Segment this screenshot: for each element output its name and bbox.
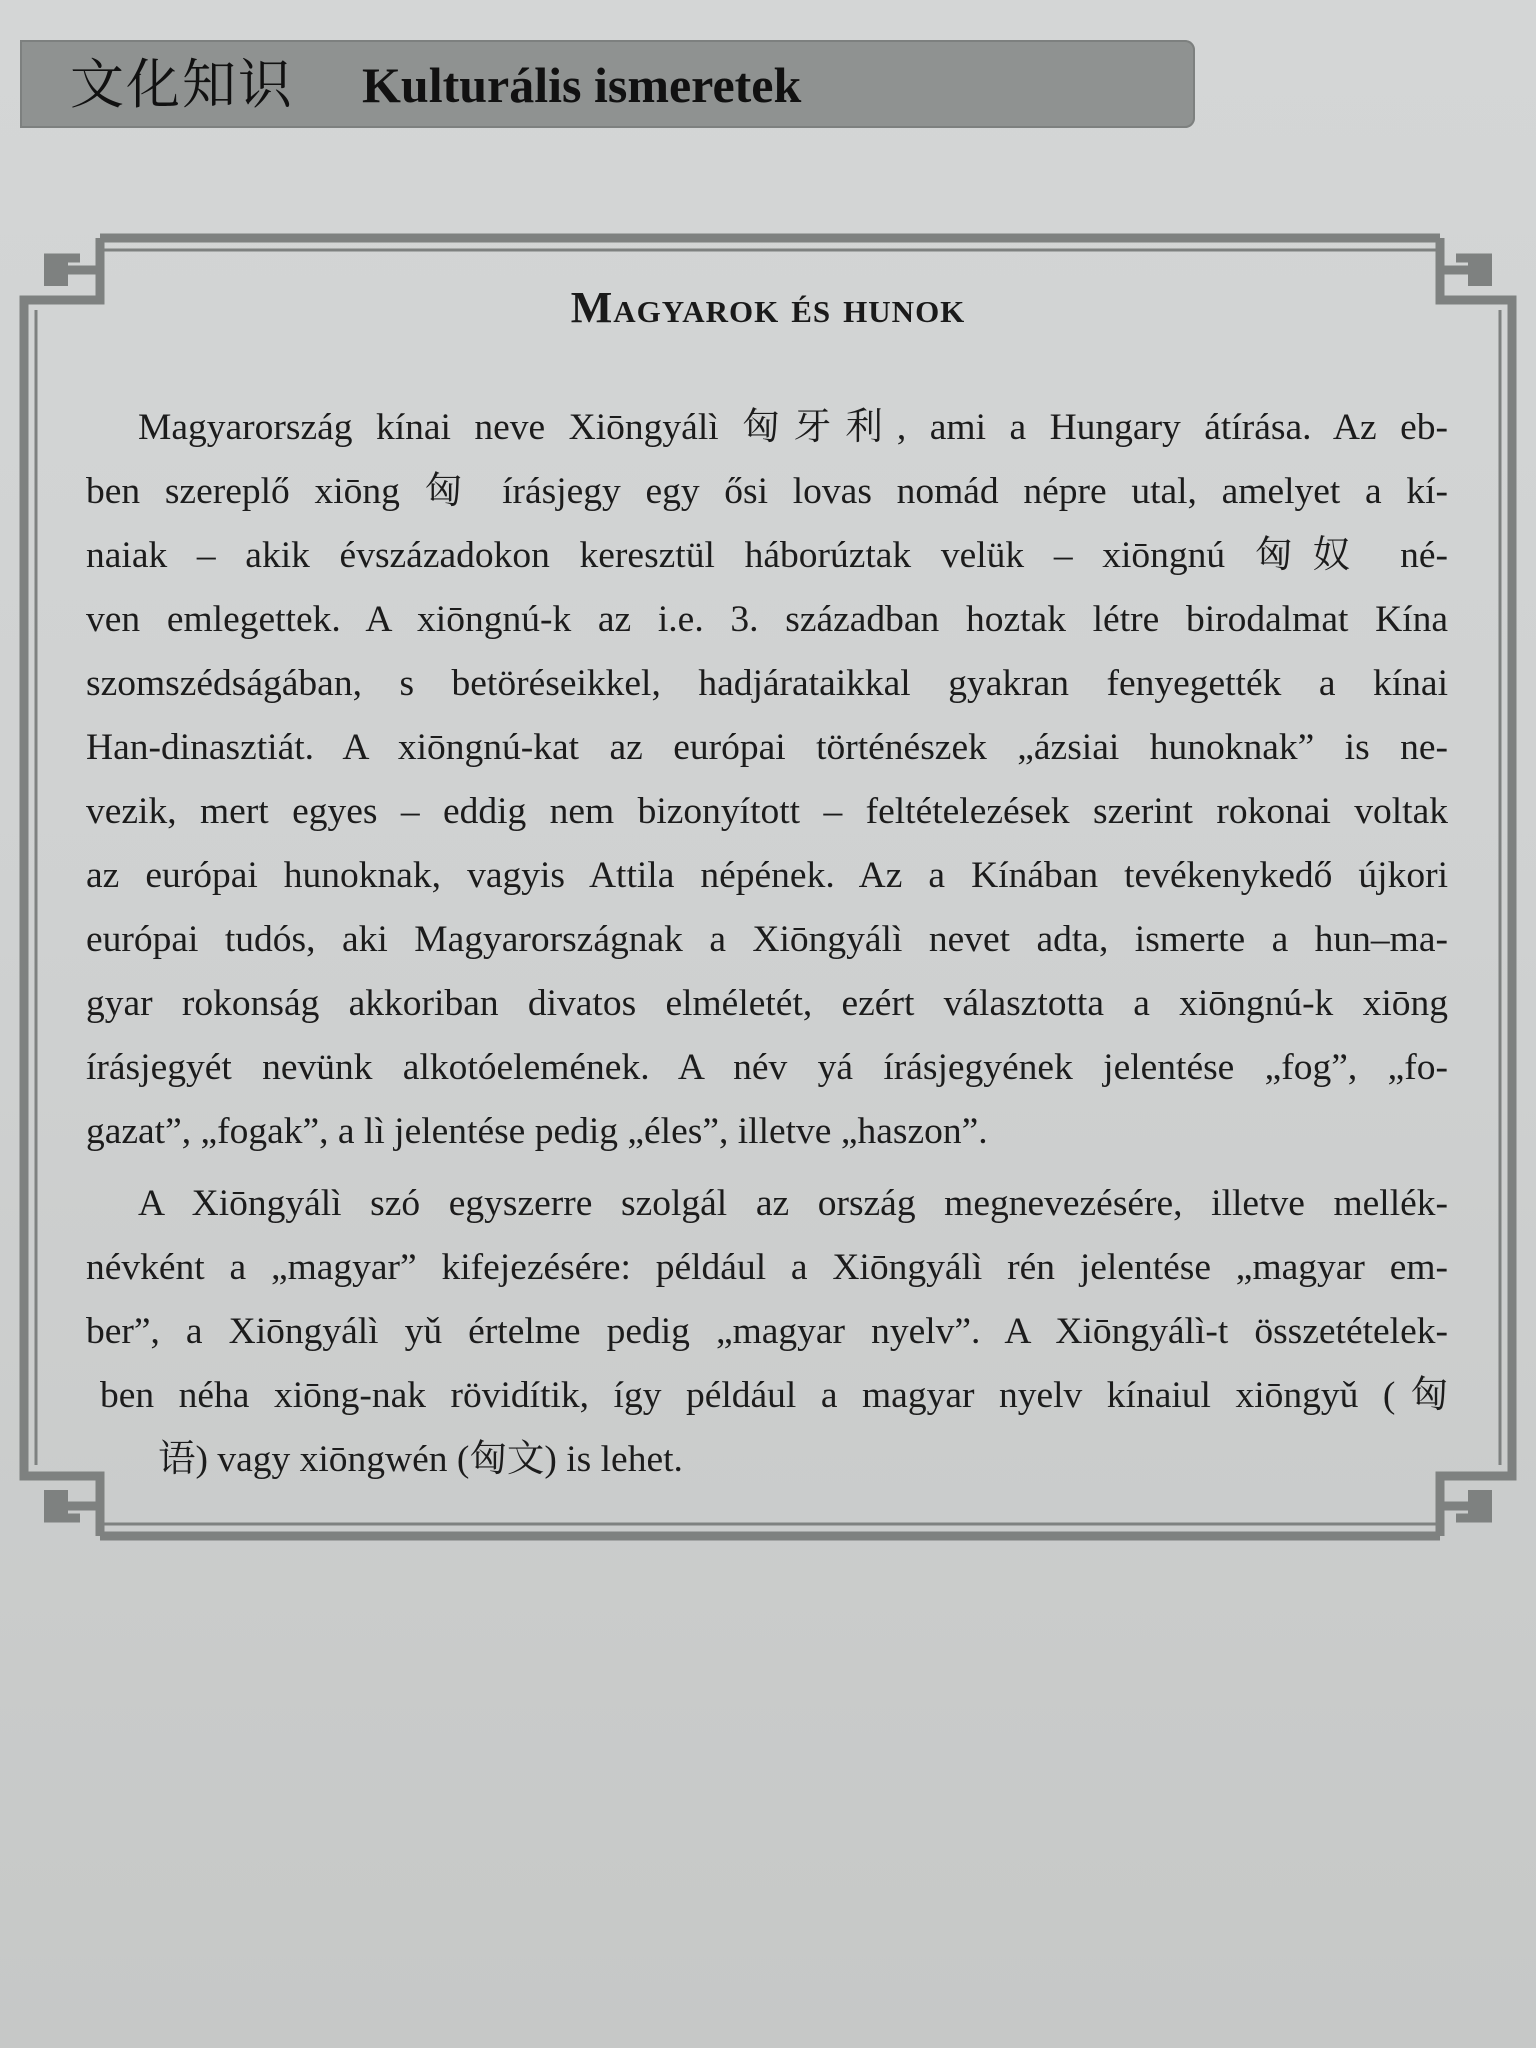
text-line: ber”, a Xiōngyálì yǔ értelme pedig „magyar nyelv”. A Xiōngyálì-t összetételek- (86, 1311, 1448, 1352)
section-header-hungarian: Kulturális ismeretek (362, 57, 802, 113)
text-line: az európai hunoknak, vagyis Attila népének. Az a Kínában tevékenykedő újkori (86, 855, 1448, 896)
text-line: névként a „magyar” kifejezésére: például a Xiōngyálì rén jelentése „magyar em- (86, 1247, 1448, 1288)
text-line: szomszédságában, s betöréseikkel, hadjárataikkal gyakran fenyegették a kínai (86, 663, 1448, 704)
text-line: ven emlegettek. A xiōngnú-k az i.e. 3. században hoztak létre birodalmat Kína (86, 599, 1448, 640)
text-line: Magyarország kínai neve Xiōngyálì 匈牙利, ami a Hungary átírása. Az eb- (138, 407, 1448, 448)
paragraph-1 (86, 396, 1448, 1164)
section-header-chinese: 文化知识 (70, 53, 294, 116)
text-line: ben néha xiōng-nak rövidítik, így például a magyar nyelv kínaiul xiōngyǔ (匈 (100, 1375, 1448, 1416)
text-line: Han-dinasztiát. A xiōngnú-kat az európai történészek „ázsiai hunoknak” is ne- (86, 727, 1448, 768)
text-line: ben szereplő xiōng 匈 írásjegy egy ősi lovas nomád népre utal, amelyet a kí- (86, 471, 1448, 512)
text-line: A Xiōngyálì szó egyszerre szolgál az ország megnevezésére, illetve mellék- (138, 1183, 1448, 1224)
text-line: gazat”, „fogak”, a lì jelentése pedig „éles”, illetve „haszon”. (86, 1111, 988, 1152)
text-line: 语) vagy xiōngwén (匈文) is lehet. (158, 1439, 683, 1480)
text-line: európai tudós, aki Magyarországnak a Xiōngyálì nevet adta, ismerte a hun–ma- (86, 919, 1448, 960)
paragraph-2 (86, 1172, 1448, 1492)
text-line: vezik, mert egyes – eddig nem bizonyított – feltételezések szerint rokonai voltak (86, 791, 1448, 832)
text-line: gyar rokonság akkoriban divatos elméletét, ezért választotta a xiōngnú-k xiōng (86, 983, 1448, 1024)
text-line: írásjegyét nevünk alkotóelemének. A név yá írásjegyének jelentése „fog”, „fo- (86, 1047, 1448, 1088)
box-title: Magyarok és hunok (570, 283, 966, 332)
text-line: naiak – akik évszázadokon keresztül háborúztak velük – xiōngnú 匈奴 né- (86, 535, 1448, 576)
